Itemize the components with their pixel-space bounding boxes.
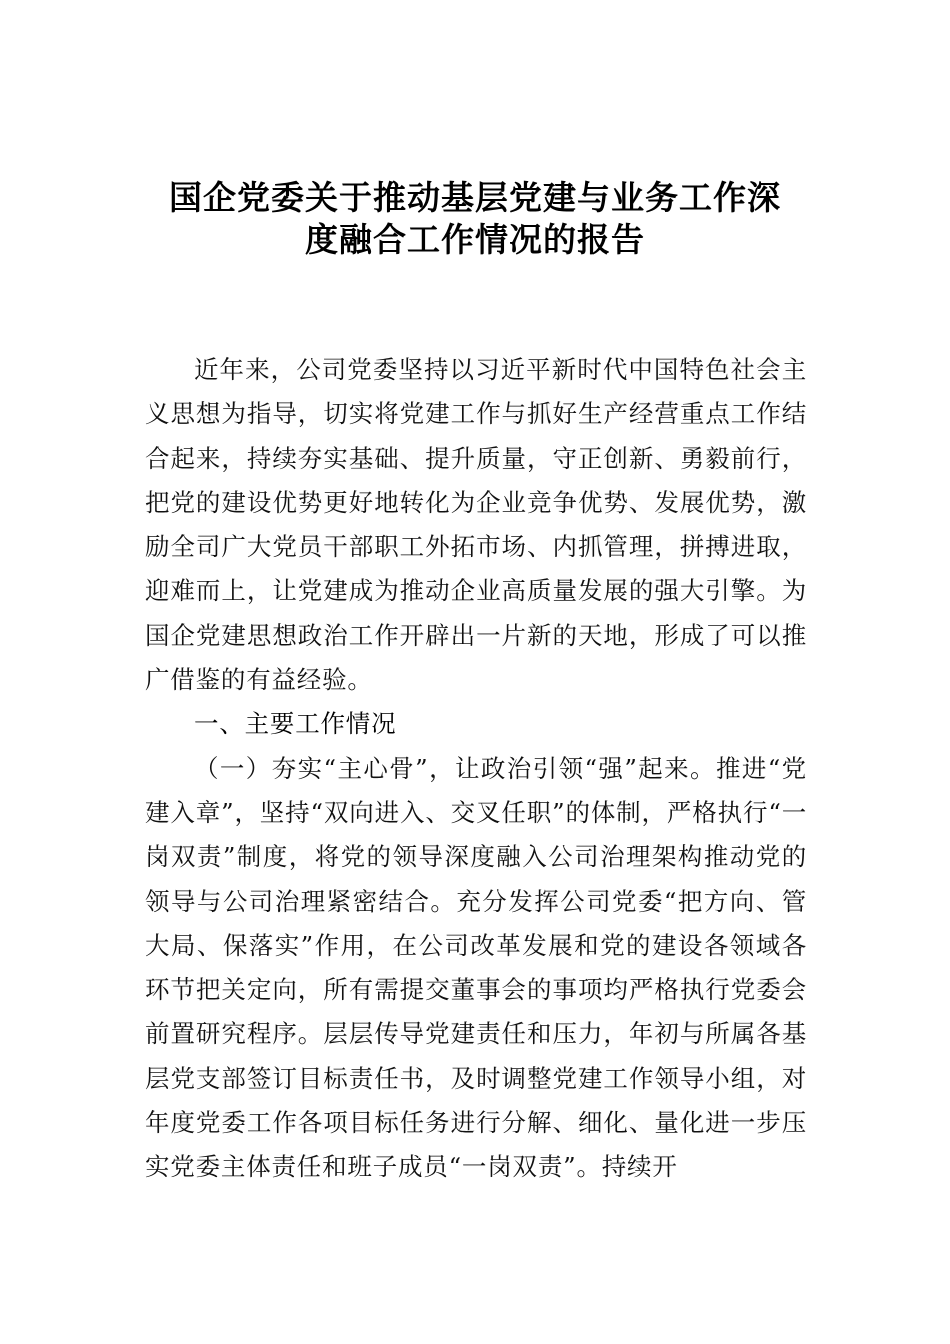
document-body: [145, 348, 807, 1190]
intro-paragraph: 近年来，公司党委坚持以习近平新时代中国特色社会主义思想为指导，切实将党建工作与抓好生产经营重点工作结合起来，持续夯实基础、提升质量，守正创新、勇毅前行，把党的建设优势更好地转化为企业竞争优势、发展优势，激励全司广大党员干部职工外拓市场、内抓管理，拼搏进取，迎难而上，让党建成为推动企业高质量发展的强大引擎。为国企党建思想政治工作开辟出一片新的天地，形成了可以推广借鉴的有益经验。: [145, 355, 807, 695]
section-heading: 一、主要工作情况: [194, 709, 397, 739]
document-title-line-1: 国企党委关于推动基层党建与业务工作深: [169, 178, 781, 217]
section-paragraph: （一）夯实“主心骨”，让政治引领“强”起来。推进“党建入章”，坚持“双向进入、交叉任职”的体制，严格执行“一岗双责”制度，将党的领导深度融入公司治理架构推动党的领导与公司治理紧密结合。充分发挥公司党委“把方向、管大局、保落实”作用，在公司改革发展和党的建设各领域各环节把关定向，所有需提交董事会的事项均严格执行党委会前置研究程序。层层传导党建责任和压力，年初与所属各基层党支部签订目标责任书，及时调整党建工作领导小组，对年度党委工作各项目标任务进行分解、细化、量化进一步压实党委主体责任和班子成员“一岗双责”。持续开: [145, 753, 807, 1182]
document-title-line-2: 度融合工作情况的报告: [305, 220, 645, 259]
